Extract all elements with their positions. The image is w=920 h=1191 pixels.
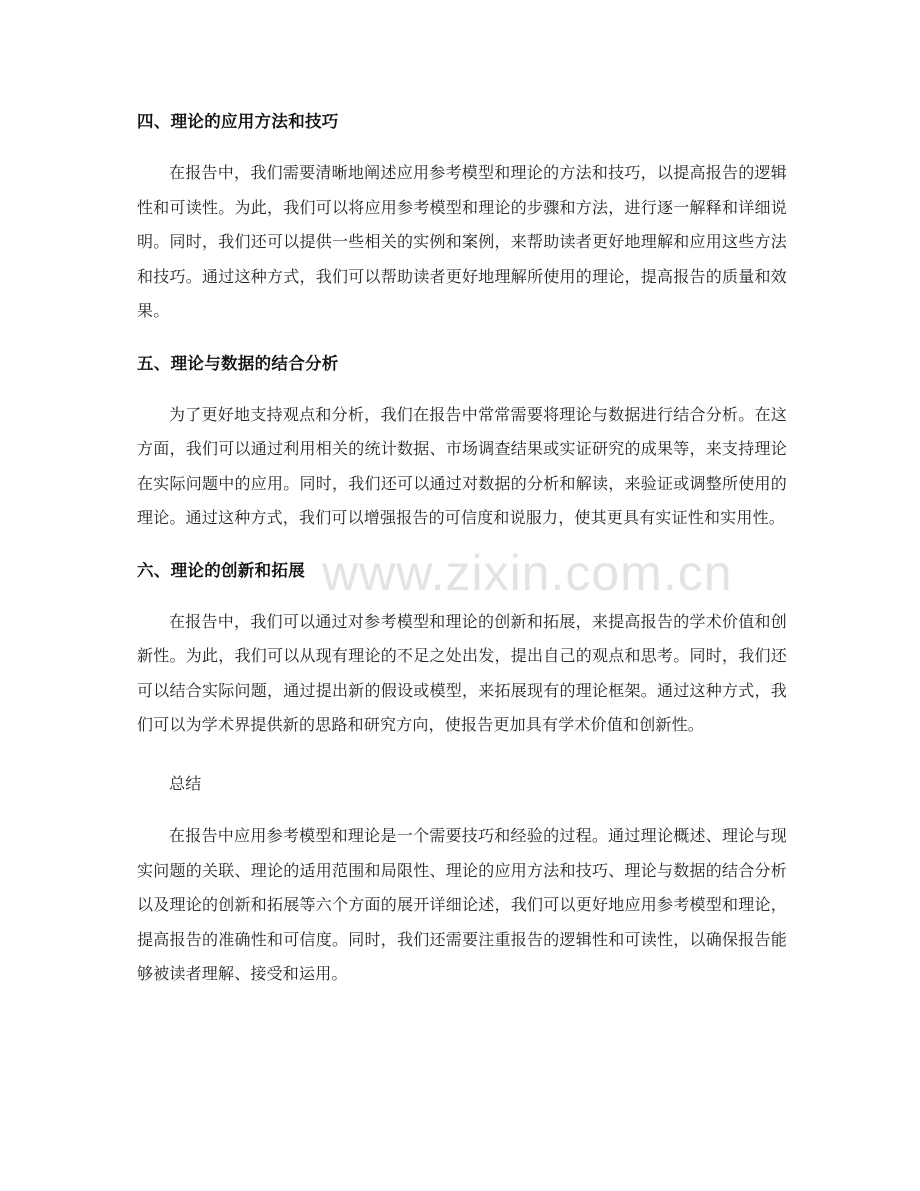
section-heading-4: 四、理论的应用方法和技巧	[137, 112, 339, 131]
section-paragraph-5: 为了更好地支持观点和分析，我们在报告中常常需要将理论与数据进行结合分析。在这方面，我们可以通过利用相关的统计数据、市场调查结果或实证研究的成果等，来支持理论在实际问题中的应用。同时，我们还可以通过对数据的分析和解读，来验证或调整所使用的理论。通过这种方式，我们可以增强报告的可信度和说服力，使其更具有实证性和实用性。	[137, 404, 787, 527]
summary-paragraph: 在报告中应用参考模型和理论是一个需要技巧和经验的过程。通过理论概述、理论与现实问题的关联、理论的适用范围和局限性、理论的应用方法和技巧、理论与数据的结合分析以及理论的创新和拓展等六个方面的展开详细论述，我们可以更好地应用参考模型和理论，提高报告的准确性和可信度。同时，我们还需要注重报告的逻辑性和可读性，以确保报告能够被读者理解、接受和运用。	[137, 826, 787, 983]
section-paragraph-6: 在报告中，我们可以通过对参考模型和理论的创新和拓展，来提高报告的学术价值和创新性。为此，我们可以从现有理论的不足之处出发，提出自己的观点和思考。同时，我们还可以结合实际问题，通过提出新的假设或模型，来拓展现有的理论框架。通过这种方式，我们可以为学术界提供新的思路和研究方向，使报告更加具有学术价值和创新性。	[137, 611, 787, 734]
summary-label: 总结	[169, 773, 202, 793]
section-heading-6: 六、理论的创新和拓展	[137, 560, 305, 580]
section-paragraph-4: 在报告中，我们需要清晰地阐述应用参考模型和理论的方法和技巧，以提高报告的逻辑性和可读性。为此，我们可以将应用参考模型和理论的步骤和方法，进行逐一解释和详细说明。同时，我们还可以提供一些相关的实例和案例，来帮助读者更好地理解和应用这些方法和技巧。通过这种方式，我们可以帮助读者更好地理解所使用的理论，提高报告的质量和效果。	[137, 163, 787, 320]
document-body	[137, 104, 787, 992]
watermark-text: www.zixin.com.cn	[322, 545, 733, 601]
section-heading-5: 五、理论与数据的结合分析	[137, 353, 339, 373]
